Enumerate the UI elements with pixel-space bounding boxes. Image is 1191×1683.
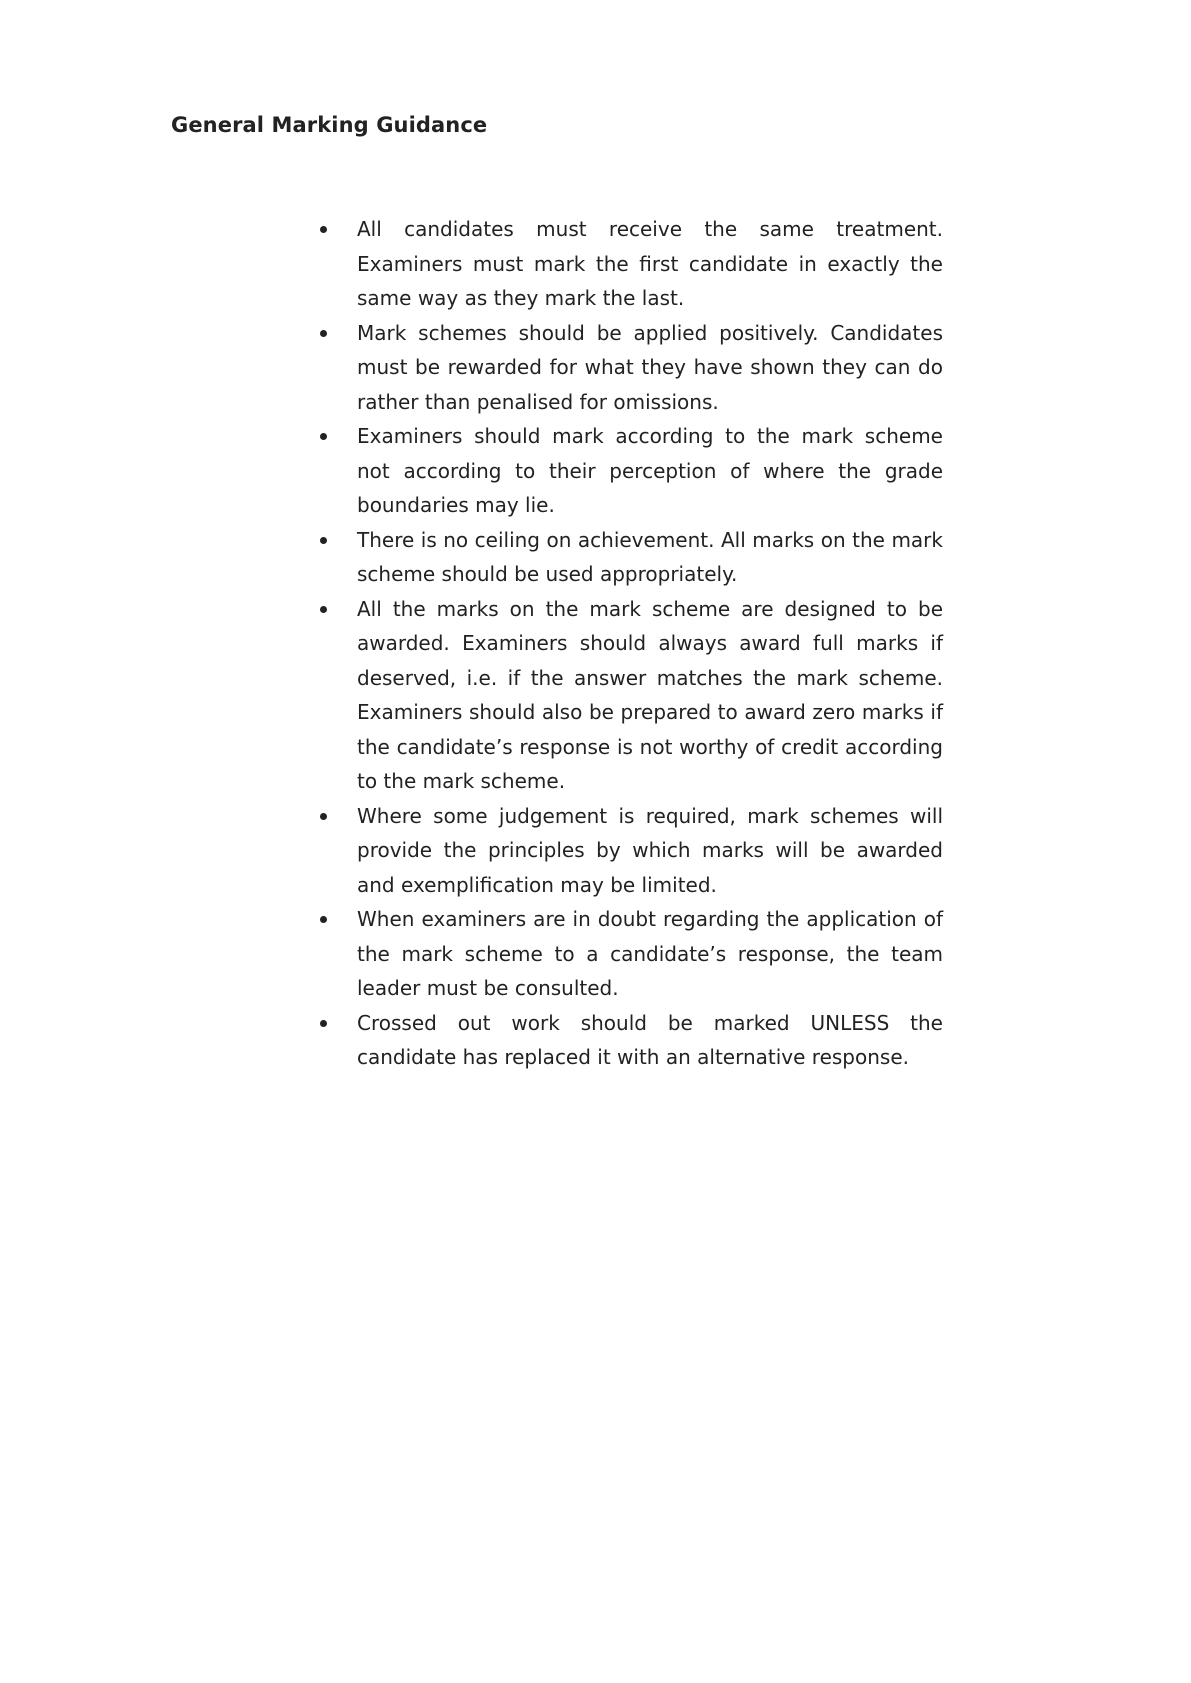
- list-item-text: Crossed out work should be marked UNLESS the candidate has replaced it with an alternative response.: [357, 1010, 943, 1069]
- guidance-list: [310, 212, 943, 1075]
- list-item: [310, 902, 943, 1006]
- bullet-icon: [320, 226, 327, 233]
- list-item: [310, 1006, 943, 1075]
- list-item: [310, 523, 943, 592]
- bullet-icon: [320, 537, 327, 544]
- list-item-text: Examiners should mark according to the mark scheme not according to their perception of where the grade boundaries may lie.: [357, 424, 943, 517]
- list-item-text: Where some judgement is required, mark schemes will provide the principles by which marks will be awarded and exemplification may be limited.: [357, 803, 943, 897]
- list-item: [310, 419, 943, 523]
- list-item-text: All the marks on the mark scheme are designed to be awarded. Examiners should always award full marks if deserved, i.e. if the answer matches the mark scheme. Examiners should also be prepared to award zero marks if the candidate’s response is not worthy of credit according to the mark scheme.: [357, 596, 943, 793]
- bullet-icon: [320, 1020, 327, 1027]
- list-item-text: There is no ceiling on achievement. All marks on the mark scheme should be used appropriately.: [357, 527, 943, 586]
- bullet-icon: [320, 330, 327, 337]
- list-item-text: When examiners are in doubt regarding the application of the mark scheme to a candidate’s response, the team leader must be consulted.: [357, 907, 943, 1000]
- bullet-icon: [320, 916, 327, 923]
- bullet-icon: [320, 813, 327, 820]
- list-item: [310, 316, 943, 420]
- list-item: [310, 212, 943, 316]
- list-item: [310, 799, 943, 903]
- list-item-text: Mark schemes should be applied positively. Candidates must be rewarded for what they have shown they can do rather than penalised for omissions.: [357, 320, 943, 414]
- list-item: [310, 592, 943, 799]
- list-item-text: All candidates must receive the same treatment. Examiners must mark the first candidate in exactly the same way as they mark the last.: [357, 217, 943, 310]
- page-title: General Marking Guidance: [171, 113, 488, 137]
- bullet-icon: [320, 606, 327, 613]
- bullet-icon: [320, 433, 327, 440]
